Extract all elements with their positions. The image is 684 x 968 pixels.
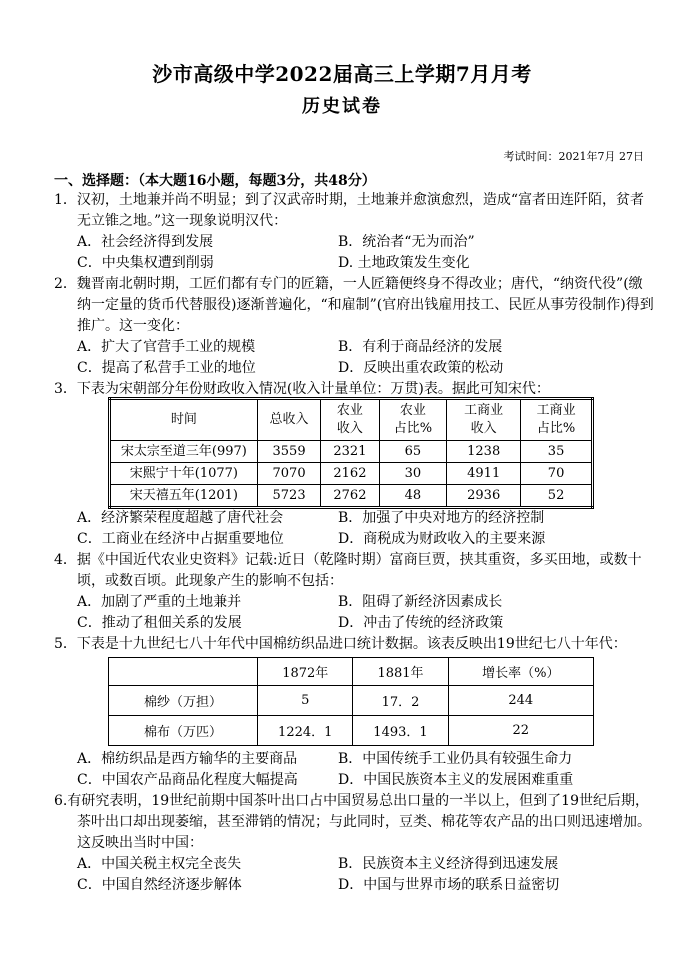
table-cell: 1224．1 [258,716,353,746]
q6-option-c: C．中国自然经济逐步解体 [77,877,242,893]
q6-stem-line-2: 茶叶出口却出现萎缩，甚至滞销的情况；与此同时，豆类、棉花等农产品的出口则迅速增加。 [77,814,651,830]
q4-option-d: D．冲击了传统的经济政策 [338,615,504,631]
table-cell: 52 [521,485,593,508]
q2-option-a: A．扩大了官营手工业的规模 [77,339,256,355]
header-line: 工商业 [536,403,576,418]
q4-stem-line-2: 顷，或数百顷。此现象产生的影响不包括： [77,573,343,589]
q2-option-c: C．提高了私营手工业的地位 [77,360,256,376]
table-cell: 1238 [447,441,521,463]
table-cell: 3559 [257,441,320,463]
table-header-cell [521,399,593,441]
q2-stem-line-1: 2．魏晋南北朝时期，工匠们都有专门的匠籍，一人匠籍便终身不得改业；唐代，“纳资代役”(缴 [54,276,643,292]
q5-import-table [108,657,594,746]
table-cell: 2936 [447,485,521,508]
q3-option-d: D．商税成为财政收入的主要来源 [338,531,546,547]
table-header-row [110,399,593,441]
table-cell: 35 [521,441,593,463]
table-cell: 2162 [321,463,379,485]
table-cell: 棉纱（万担） [109,686,258,716]
exam-subtitle: 历史试卷 [302,96,382,117]
header-line: 收入 [336,421,363,436]
table-row [109,716,594,746]
q6-stem-line-3: 这反映出当时中国： [77,835,203,851]
q3-revenue-table [108,397,594,509]
table-cell: 宋熙宁十年(1077) [110,463,258,485]
table-cell: 17．2 [353,686,448,716]
q5-option-d: D．中国民族资本主义的发展困难重重 [338,772,574,788]
table-row [110,463,593,485]
q1-option-a: A．社会经济得到发展 [77,234,214,250]
table-header-cell: 1872年 [258,658,353,686]
q1-option-c: C．中央集权遭到削弱 [77,255,214,271]
exam-title: 沙市高级中学2022届高三上学期7月月考 [152,62,532,86]
q3-option-a: A．经济繁荣程度超越了唐代社会 [77,510,284,526]
q2-stem-line-2: 纳一定量的货币代替服役)逐渐普遍化，“和雇制”(官府出钱雇用技工、民匠从事劳役制作)得到 [77,297,654,313]
table-header-cell: 1881年 [353,658,448,686]
q4-option-b: B．阻碍了新经济因素成长 [338,594,503,610]
table-cell: 22 [448,716,593,746]
q4-option-a: A．加剧了严重的土地兼并 [77,594,242,610]
table-header-cell [447,399,521,441]
table-header-cell: 时间 [110,399,258,441]
table-header-cell [379,399,447,441]
q5-stem-line-1: 5．下表是十九世纪七八十年代中国棉纺织品进口统计数据。该表反映出19世纪七八十年代： [54,636,627,652]
q5-option-c: C．中国农产品商品化程度大幅提高 [77,772,298,788]
table-cell: 棉布（万匹） [109,716,258,746]
table-header-cell [109,658,258,686]
table-cell: 2321 [321,441,379,463]
q1-stem-line-2: 无立锥之地。”这一现象说明汉代： [77,213,288,229]
table-cell: 65 [379,441,447,463]
table-header-row [109,658,594,686]
header-line: 占比% [536,421,576,436]
header-line: 工商业 [464,403,504,418]
q3-option-c: C．工商业在经济中占据重要地位 [77,531,284,547]
q1-stem-line-1: 1．汉初，土地兼并尚不明显；到了汉武帝时期，土地兼并愈演愈烈，造成“富者田连阡陌，贫者 [54,192,645,208]
q5-option-b: B．中国传统手工业仍具有较强生命力 [338,751,573,767]
table-cell: 5723 [257,485,320,508]
q2-option-b: B．有利于商品经济的发展 [338,339,503,355]
table-header-cell [321,399,379,441]
table-header-cell: 总收入 [257,399,320,441]
table-cell: 2762 [321,485,379,508]
q1-option-d: D. 土地政策发生变化 [338,255,470,271]
table-row [109,686,594,716]
table-cell: 4911 [447,463,521,485]
table-cell: 宋太宗至道三年(997) [110,441,258,463]
header-line: 农业 [336,403,363,418]
table-cell: 30 [379,463,447,485]
table-cell: 70 [521,463,593,485]
q3-stem-line-1: 3．下表为宋朝部分年份财政收入情况(收入计量单位：万贯)表。据此可知宋代： [54,381,550,397]
q3-option-b: B．加强了中央对地方的经济控制 [338,510,545,526]
table-cell: 宋天禧五年(1201) [110,485,258,508]
table-header-cell: 增长率（%） [448,658,593,686]
table-cell: 244 [448,686,593,716]
section-heading: 一、选择题：（本大题16小题，每题3分，共48分） [54,173,376,189]
table-cell: 5 [258,686,353,716]
q4-stem-line-1: 4．据《中国近代农业史资料》记载:近日（乾隆时期）富商巨贾，挟其重资，多买田地，或数十 [54,552,642,568]
q1-option-b: B．统治者“无为而治” [338,234,475,250]
q6-option-d: D．中国与世界市场的联系日益密切 [338,877,560,893]
q6-option-b: B．民族资本主义经济得到迅速发展 [338,856,559,872]
header-line: 收入 [470,421,497,436]
header-line: 占比% [393,421,433,436]
table-cell: 7070 [257,463,320,485]
q6-stem-line-1: 6.有研究表明，19世纪前期中国茶叶出口占中国贸易总出口量的一半以上，但到了19世纪后期， [54,793,649,809]
exam-time: 考试时间：2021年7月 27日 [503,150,644,163]
table-row [110,441,593,463]
table-cell: 48 [379,485,447,508]
header-line: 农业 [399,403,426,418]
table-row [110,485,593,508]
q6-option-a: A．中国关税主权完全丧失 [77,856,242,872]
q2-stem-line-3: 推广。这一变化： [77,318,189,334]
q4-option-c: C．推动了租佃关系的发展 [77,615,242,631]
q5-option-a: A．棉纺织品是西方输华的主要商品 [77,751,298,767]
q2-option-d: D．反映出重农政策的松动 [338,360,504,376]
table-cell: 1493．1 [353,716,448,746]
